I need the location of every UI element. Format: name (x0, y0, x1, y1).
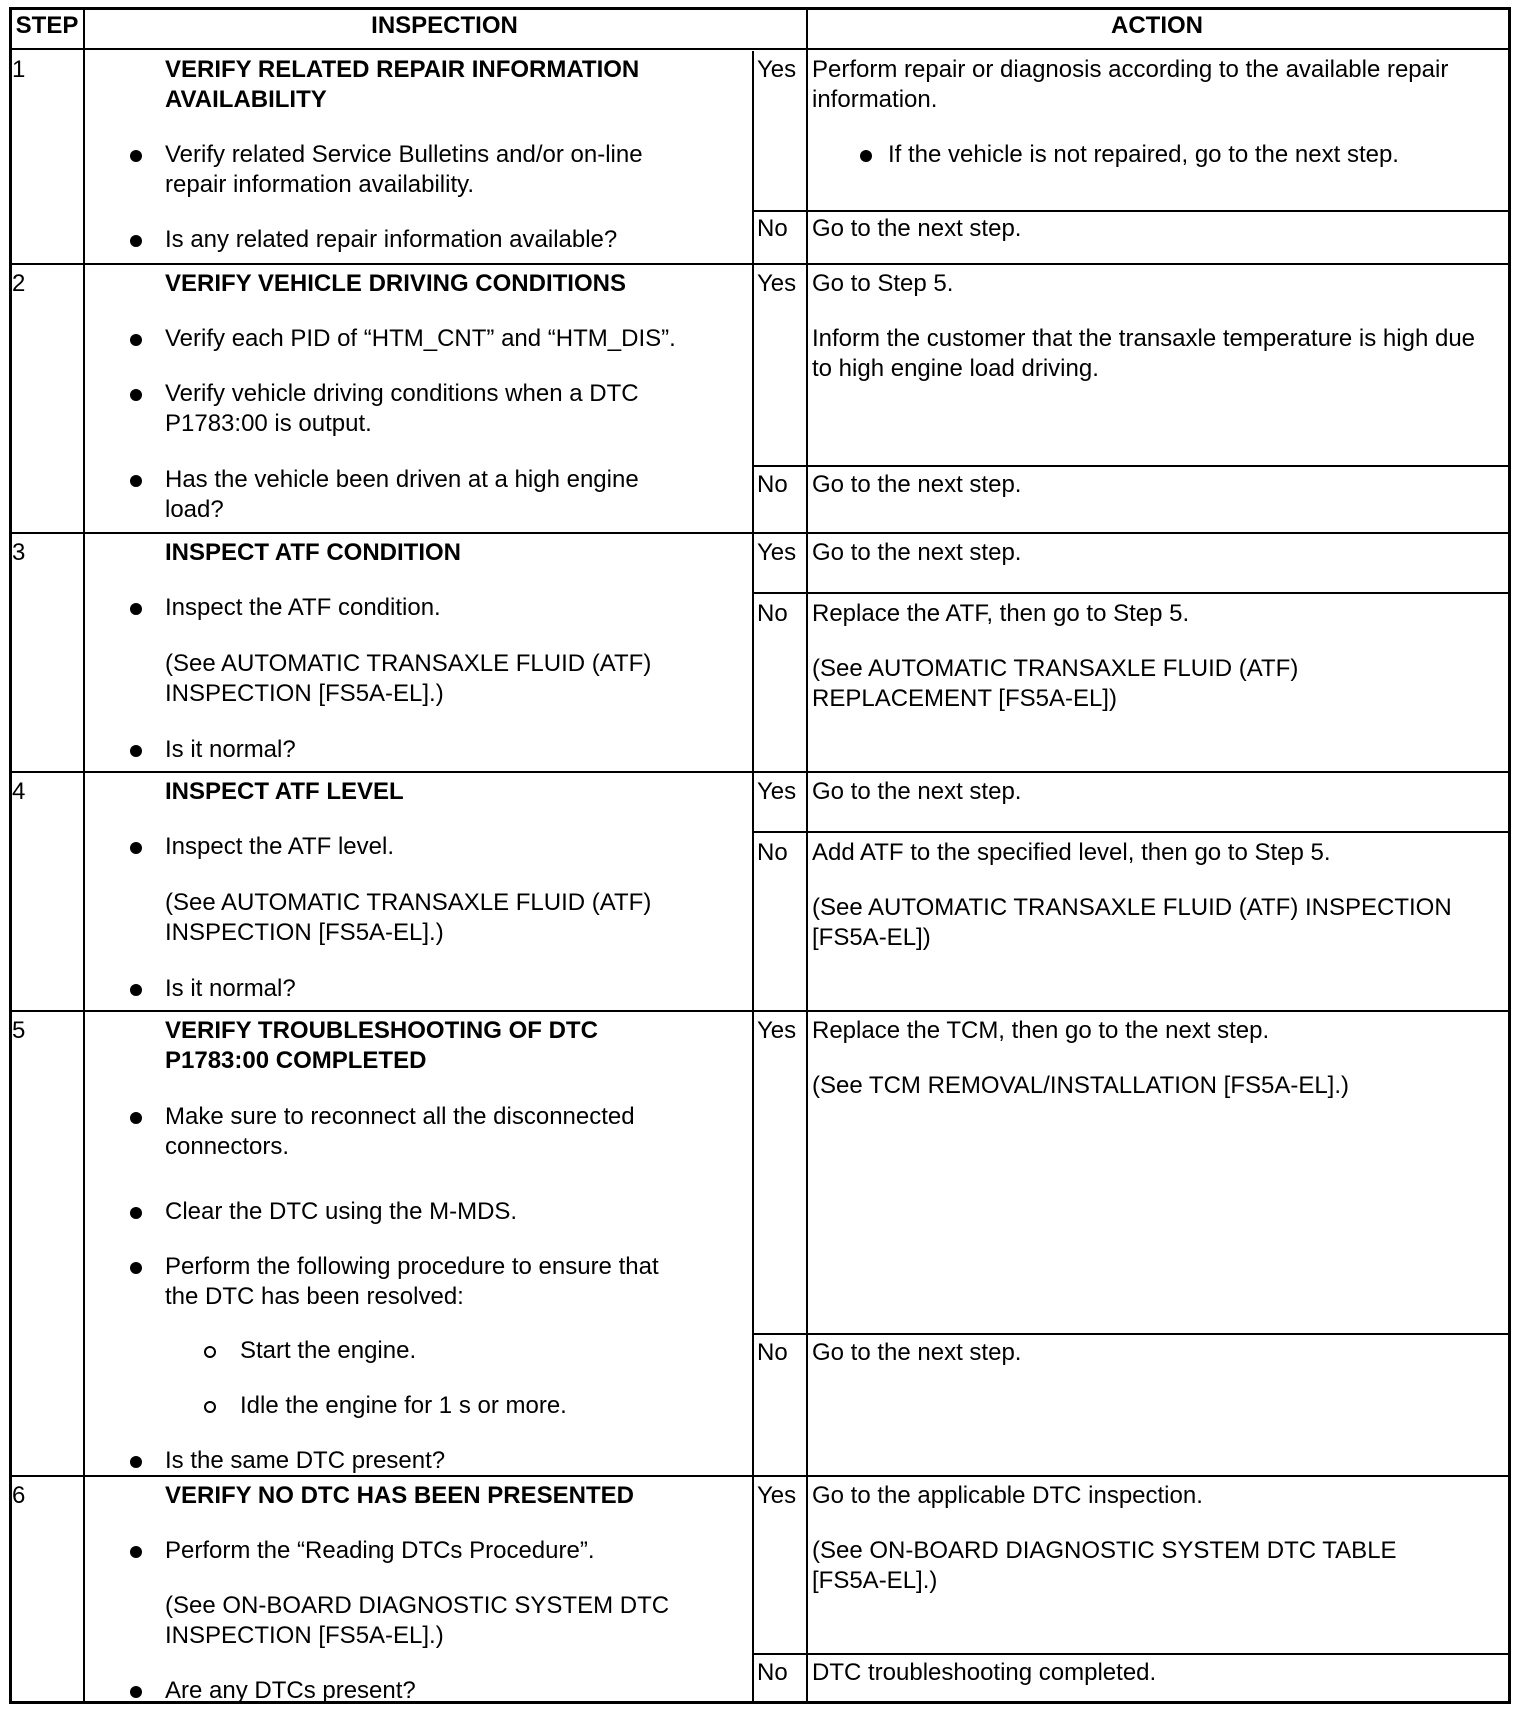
step-number: 5 (12, 1017, 26, 1044)
no-action-line: (See AUTOMATIC TRANSAXLE FLUID (ATF) (812, 655, 1299, 682)
inspection-line: P1783:00 is output. (165, 410, 372, 437)
step-title: AVAILABILITY (165, 86, 327, 113)
yes-label: Yes (757, 539, 797, 566)
no-label: No (757, 1339, 788, 1366)
inspection-line: the DTC has been resolved: (165, 1283, 464, 1310)
bullet-icon (130, 1112, 142, 1124)
yes-action-line: Go to Step 5. (812, 270, 954, 297)
yes-action-line: [FS5A-EL].) (812, 1567, 938, 1594)
column-divider (806, 7, 808, 1704)
no-label: No (757, 215, 788, 242)
no-action-line: DTC troubleshooting completed. (812, 1659, 1157, 1686)
yes-label: Yes (757, 56, 797, 83)
inspection-line: Make sure to reconnect all the disconnected (165, 1103, 635, 1130)
no-action-line: Go to the next step. (812, 471, 1022, 498)
row-divider (752, 592, 1508, 594)
row-divider (9, 1475, 1508, 1477)
row-divider (9, 263, 1508, 265)
bullet-icon (130, 1456, 142, 1468)
step-title: VERIFY NO DTC HAS BEEN PRESENTED (165, 1482, 634, 1509)
inspection-line: Idle the engine for 1 s or more. (240, 1392, 567, 1419)
inspection-line: Verify vehicle driving conditions when a DTC (165, 380, 639, 407)
row-divider (9, 532, 1508, 534)
row-divider (9, 48, 1508, 50)
bullet-icon (130, 1262, 142, 1274)
no-action-line: Add ATF to the specified level, then go to Step 5. (812, 839, 1331, 866)
inspection-line: (See AUTOMATIC TRANSAXLE FLUID (ATF) (165, 650, 652, 677)
no-label: No (757, 471, 788, 498)
sub-bullet-icon (204, 1346, 216, 1358)
no-action-line: [FS5A-EL]) (812, 924, 931, 951)
no-action-line: (See AUTOMATIC TRANSAXLE FLUID (ATF) INSPECTION (812, 894, 1452, 921)
no-action-line: Replace the ATF, then go to Step 5. (812, 600, 1190, 627)
yes-action-line: If the vehicle is not repaired, go to the next step. (888, 141, 1399, 168)
inspection-line: (See AUTOMATIC TRANSAXLE FLUID (ATF) (165, 889, 652, 916)
no-action-line: Go to the next step. (812, 1339, 1022, 1366)
column-divider (752, 532, 754, 771)
column-divider (752, 263, 754, 532)
inspection-line: Clear the DTC using the M-MDS. (165, 1198, 518, 1225)
no-action-line: Go to the next step. (812, 215, 1022, 242)
bullet-icon (130, 1207, 142, 1219)
inspection-line: Is the same DTC present? (165, 1447, 446, 1474)
step-title: VERIFY VEHICLE DRIVING CONDITIONS (165, 270, 626, 297)
inspection-line: repair information availability. (165, 171, 475, 198)
yes-action-line: (See TCM REMOVAL/INSTALLATION [FS5A-EL].) (812, 1072, 1350, 1099)
no-label: No (757, 600, 788, 627)
inspection-line: Is it normal? (165, 736, 296, 763)
inspection-line: Perform the “Reading DTCs Procedure”. (165, 1537, 595, 1564)
bullet-icon (130, 235, 142, 247)
yes-action-line: (See ON-BOARD DIAGNOSTIC SYSTEM DTC TABLE (812, 1537, 1397, 1564)
yes-action-line: Go to the applicable DTC inspection. (812, 1482, 1203, 1509)
bullet-icon (130, 1686, 142, 1698)
header-inspection: INSPECTION (371, 12, 518, 39)
bullet-icon (130, 334, 142, 346)
inspection-line: Are any DTCs present? (165, 1677, 416, 1704)
yes-label: Yes (757, 270, 797, 297)
row-divider (752, 465, 1508, 467)
row-divider (9, 1010, 1508, 1012)
column-divider (752, 771, 754, 1010)
bullet-icon (860, 150, 872, 162)
bullet-icon (130, 475, 142, 487)
step-title: VERIFY RELATED REPAIR INFORMATION (165, 56, 640, 83)
yes-action-line: Inform the customer that the transaxle temperature is high due (812, 325, 1476, 352)
step-title: INSPECT ATF CONDITION (165, 539, 461, 566)
bullet-icon (130, 389, 142, 401)
row-divider (752, 1333, 1508, 1335)
yes-label: Yes (757, 778, 797, 805)
bullet-icon (130, 1546, 142, 1558)
inspection-line: connectors. (165, 1133, 290, 1160)
step-title: P1783:00 COMPLETED (165, 1047, 427, 1074)
inspection-line: Is any related repair information available? (165, 226, 618, 253)
inspection-line: Inspect the ATF level. (165, 833, 394, 860)
step-title: INSPECT ATF LEVEL (165, 778, 404, 805)
bullet-icon (130, 842, 142, 854)
step-title: VERIFY TROUBLESHOOTING OF DTC (165, 1017, 598, 1044)
yes-label: Yes (757, 1017, 797, 1044)
inspection-line: Perform the following procedure to ensure that (165, 1253, 659, 1280)
yes-action-line: Perform repair or diagnosis according to the available repair (812, 56, 1449, 83)
step-number: 1 (12, 56, 26, 83)
bullet-icon (130, 603, 142, 615)
row-divider (752, 1653, 1508, 1655)
row-divider (9, 771, 1508, 773)
no-label: No (757, 839, 788, 866)
step-number: 3 (12, 539, 26, 566)
inspection-line: Verify related Service Bulletins and/or on-line (165, 141, 643, 168)
row-divider (752, 210, 1508, 212)
inspection-line: INSPECTION [FS5A-EL].) (165, 919, 444, 946)
yes-action-line: Go to the next step. (812, 539, 1022, 566)
yes-action-line: to high engine load driving. (812, 355, 1099, 382)
step-number: 4 (12, 778, 26, 805)
column-divider (752, 1475, 754, 1704)
step-number: 2 (12, 270, 26, 297)
inspection-line: load? (165, 496, 224, 523)
inspection-line: INSPECTION [FS5A-EL].) (165, 680, 444, 707)
no-action-line: REPLACEMENT [FS5A-EL]) (812, 685, 1117, 712)
header-step: STEP (15, 12, 79, 39)
inspection-line: Has the vehicle been driven at a high engine (165, 466, 639, 493)
sub-bullet-icon (204, 1401, 216, 1413)
inspection-line: INSPECTION [FS5A-EL].) (165, 1622, 444, 1649)
yes-label: Yes (757, 1482, 797, 1509)
bullet-icon (130, 150, 142, 162)
inspection-line: Start the engine. (240, 1337, 417, 1364)
column-divider (83, 7, 85, 1704)
inspection-line: Is it normal? (165, 975, 296, 1002)
row-divider (752, 831, 1508, 833)
bullet-icon (130, 745, 142, 757)
header-action: ACTION (1111, 12, 1203, 39)
yes-action-line: Replace the TCM, then go to the next step. (812, 1017, 1270, 1044)
no-label: No (757, 1659, 788, 1686)
column-divider (752, 51, 754, 263)
yes-action-line: Go to the next step. (812, 778, 1022, 805)
yes-action-line: information. (812, 86, 938, 113)
inspection-line: Verify each PID of “HTM_CNT” and “HTM_DIS”. (165, 325, 676, 352)
inspection-line: (See ON-BOARD DIAGNOSTIC SYSTEM DTC (165, 1592, 670, 1619)
bullet-icon (130, 984, 142, 996)
inspection-line: Inspect the ATF condition. (165, 594, 441, 621)
column-divider (752, 1010, 754, 1475)
step-number: 6 (12, 1482, 26, 1509)
